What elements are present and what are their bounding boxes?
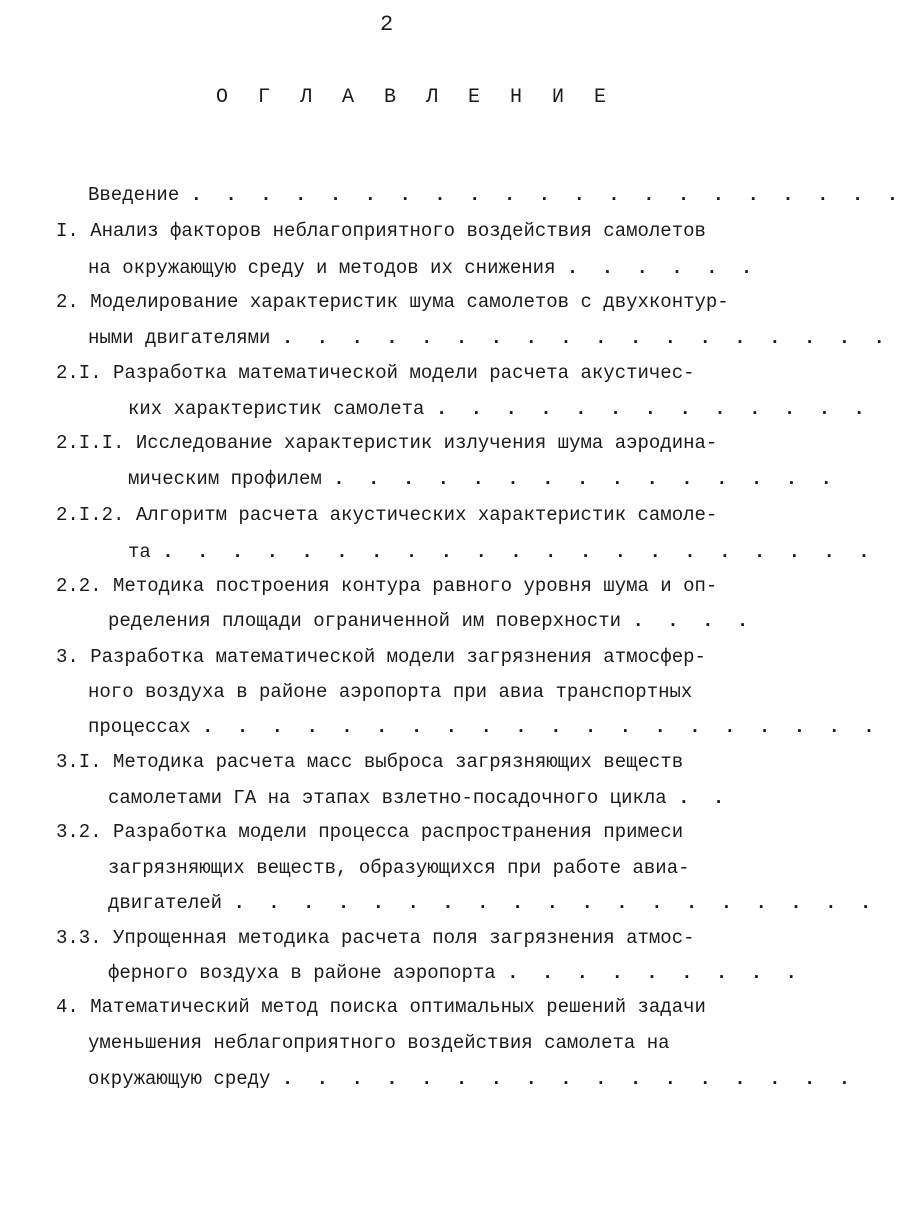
toc-text: окружающую среду: [88, 1068, 271, 1090]
toc-entry-2: [56, 290, 729, 314]
toc-text: ких характеристик самолета: [128, 398, 425, 420]
toc-text: процессах: [88, 716, 191, 738]
toc-entry-3-3: [56, 926, 695, 950]
toc-text: 4. Математический метод поиска оптимальных решений задачи: [56, 996, 706, 1018]
toc-entry-3-2-cont2: [108, 891, 877, 915]
toc-entry-3-2-cont: [108, 856, 690, 880]
toc-dots: . . . . . . . . . . . . . . . . . . . . .: [190, 184, 904, 206]
page-number: 2: [380, 12, 394, 37]
toc-text: на окружающую среду и методов их снижения: [88, 257, 556, 279]
toc-entry-3: [56, 645, 706, 669]
toc-entry-2-2: [56, 574, 717, 598]
toc-entry-4: [56, 995, 706, 1019]
toc-text: 3.I. Методика расчета масс выброса загрязняющих веществ: [56, 751, 684, 773]
toc-dots: . . . . . .: [566, 257, 759, 279]
toc-text: 3.2. Разработка модели процесса распространения примеси: [56, 821, 684, 843]
toc-dots: . . . . . . . . . . . . . . . . . .: [281, 327, 891, 349]
toc-dots: . . . . . . . . . . . . . . . . . . . . .: [162, 541, 876, 563]
toc-entry-3-2: [56, 820, 683, 844]
toc-entry-2-2-cont: [108, 609, 754, 633]
toc-text: мическим профилем: [128, 468, 322, 490]
toc-entry-2-cont: [88, 326, 891, 350]
toc-text: 2.I.I. Исследование характеристик излучения шума аэродина-: [56, 432, 718, 454]
toc-dots: . . . . . . . . . . . . . . . . .: [281, 1068, 857, 1090]
toc-text: та: [128, 541, 151, 563]
toc-entry-3-1-cont: [108, 786, 730, 810]
toc-entry-2-1-2: [56, 503, 717, 527]
toc-entry-1-cont: [88, 256, 758, 280]
toc-text: самолетами ГА на этапах взлетно-посадочного цикла: [108, 787, 667, 809]
toc-text: ферного воздуха в районе аэропорта: [108, 962, 496, 984]
toc-text: 2. Моделирование характеристик шума самолетов с двухконтур-: [56, 291, 729, 313]
toc-entry-3-3-cont: [108, 961, 803, 985]
toc-text: Введение: [88, 184, 180, 206]
toc-text: ными двигателями: [88, 327, 271, 349]
toc-dots: . . . . . . . . . . . . . . .: [333, 468, 838, 490]
toc-dots: . . . . . . . . .: [507, 962, 803, 984]
toc-dots: . . . . . . . . . . . . . . . . . . .: [233, 892, 878, 914]
toc-text: ределения площади ограниченной им поверхности: [108, 610, 622, 632]
toc-text: 3. Разработка математической модели загрязнения атмосфер-: [56, 646, 706, 668]
toc-entry-1: [56, 219, 706, 243]
toc-text: загрязняющих веществ, образующихся при работе авиа-: [108, 857, 690, 879]
toc-text: ного воздуха в районе аэропорта при авиа транспортных: [88, 681, 693, 703]
toc-entry-2-1-1-cont: [128, 467, 838, 491]
toc-entry-3-cont2: [88, 715, 881, 739]
toc-text: уменьшения неблагоприятного воздействия самолета на: [88, 1032, 670, 1054]
toc-entry-4-cont2: [88, 1067, 856, 1091]
toc-entry-3-cont: [88, 680, 692, 704]
toc-text: 3.3. Упрощенная методика расчета поля загрязнения атмос-: [56, 927, 695, 949]
toc-dots: . . . . . . . . . . . . . . . . . . . .: [202, 716, 881, 738]
toc-text: I. Анализ факторов неблагоприятного воздействия самолетов: [56, 220, 706, 242]
toc-entry-3-1: [56, 750, 683, 774]
toc-dots: . . . .: [632, 610, 755, 632]
toc-text: двигателей: [108, 892, 223, 914]
toc-entry-2-1: [56, 361, 695, 385]
toc-text: 2.2. Методика построения контура равного уровня шума и оп-: [56, 575, 718, 597]
page-title: О Г Л А В Л Е Н И Е: [216, 86, 616, 109]
toc-dots: . . . . . . . . . . . . .: [435, 398, 871, 420]
toc-entry-2-1-2-cont: [128, 540, 876, 564]
toc-text: 2.I.2. Алгоритм расчета акустических характеристик самоле-: [56, 504, 718, 526]
toc-entry-2-1-1: [56, 431, 717, 455]
toc-dots: . .: [678, 787, 731, 809]
toc-entry-2-1-cont: [128, 397, 871, 421]
toc-text: 2.I. Разработка математической модели расчета акустичес-: [56, 362, 695, 384]
toc-entry-intro: [88, 183, 904, 207]
toc-entry-4-cont: [88, 1031, 670, 1055]
